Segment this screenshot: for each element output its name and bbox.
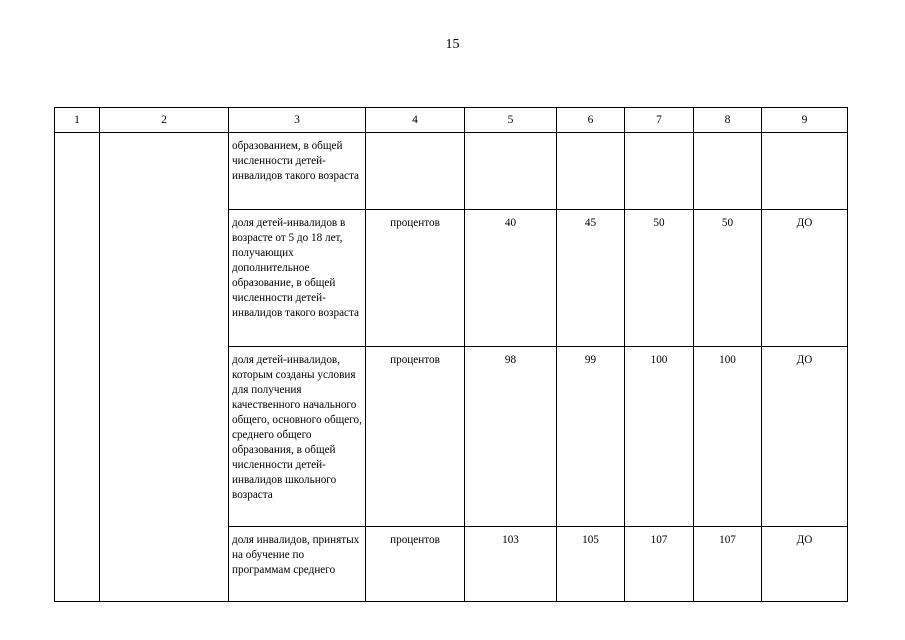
indicator-name: доля детей-инвалидов в возрасте от 5 до 18 лет, получающих дополнительное образование, в общей численности детей-инвалидов такого возраста	[229, 210, 366, 347]
executor-cell	[762, 133, 848, 210]
value-cell: 45	[557, 210, 625, 347]
indicator-name: доля детей-инвалидов, которым созданы условия для получения качественного начального общего, основного общего, среднего общего образования, в общей численности детей-инвалидов школьного возраста	[229, 347, 366, 527]
value-cell: 100	[694, 347, 762, 527]
header-cell: 6	[557, 108, 625, 133]
col2-merged-cell	[100, 133, 229, 602]
unit-cell: процентов	[366, 527, 465, 602]
value-cell	[557, 133, 625, 210]
value-cell	[465, 133, 557, 210]
value-cell: 103	[465, 527, 557, 602]
value-cell: 50	[625, 210, 694, 347]
value-cell: 107	[694, 527, 762, 602]
header-cell: 4	[366, 108, 465, 133]
value-cell: 105	[557, 527, 625, 602]
header-cell: 5	[465, 108, 557, 133]
value-cell: 50	[694, 210, 762, 347]
executor-cell: ДО	[762, 527, 848, 602]
header-cell: 9	[762, 108, 848, 133]
value-cell: 107	[625, 527, 694, 602]
indicator-name: доля инвалидов, принятых на обучение по программам среднего	[229, 527, 366, 602]
unit-cell	[366, 133, 465, 210]
table-row	[55, 133, 848, 210]
value-cell	[694, 133, 762, 210]
header-cell: 7	[625, 108, 694, 133]
executor-cell: ДО	[762, 347, 848, 527]
header-cell: 3	[229, 108, 366, 133]
value-cell: 40	[465, 210, 557, 347]
col1-merged-cell	[55, 133, 100, 602]
header-cell: 2	[100, 108, 229, 133]
header-cell: 1	[55, 108, 100, 133]
table-header-row	[55, 108, 848, 133]
value-cell: 99	[557, 347, 625, 527]
header-cell: 8	[694, 108, 762, 133]
value-cell: 98	[465, 347, 557, 527]
value-cell: 100	[625, 347, 694, 527]
executor-cell: ДО	[762, 210, 848, 347]
indicators-table	[54, 107, 848, 602]
page-number: 15	[445, 37, 460, 52]
indicator-name: образованием, в общей численности детей-инвалидов такого возраста	[229, 133, 366, 210]
unit-cell: процентов	[366, 347, 465, 527]
value-cell	[625, 133, 694, 210]
unit-cell: процентов	[366, 210, 465, 347]
